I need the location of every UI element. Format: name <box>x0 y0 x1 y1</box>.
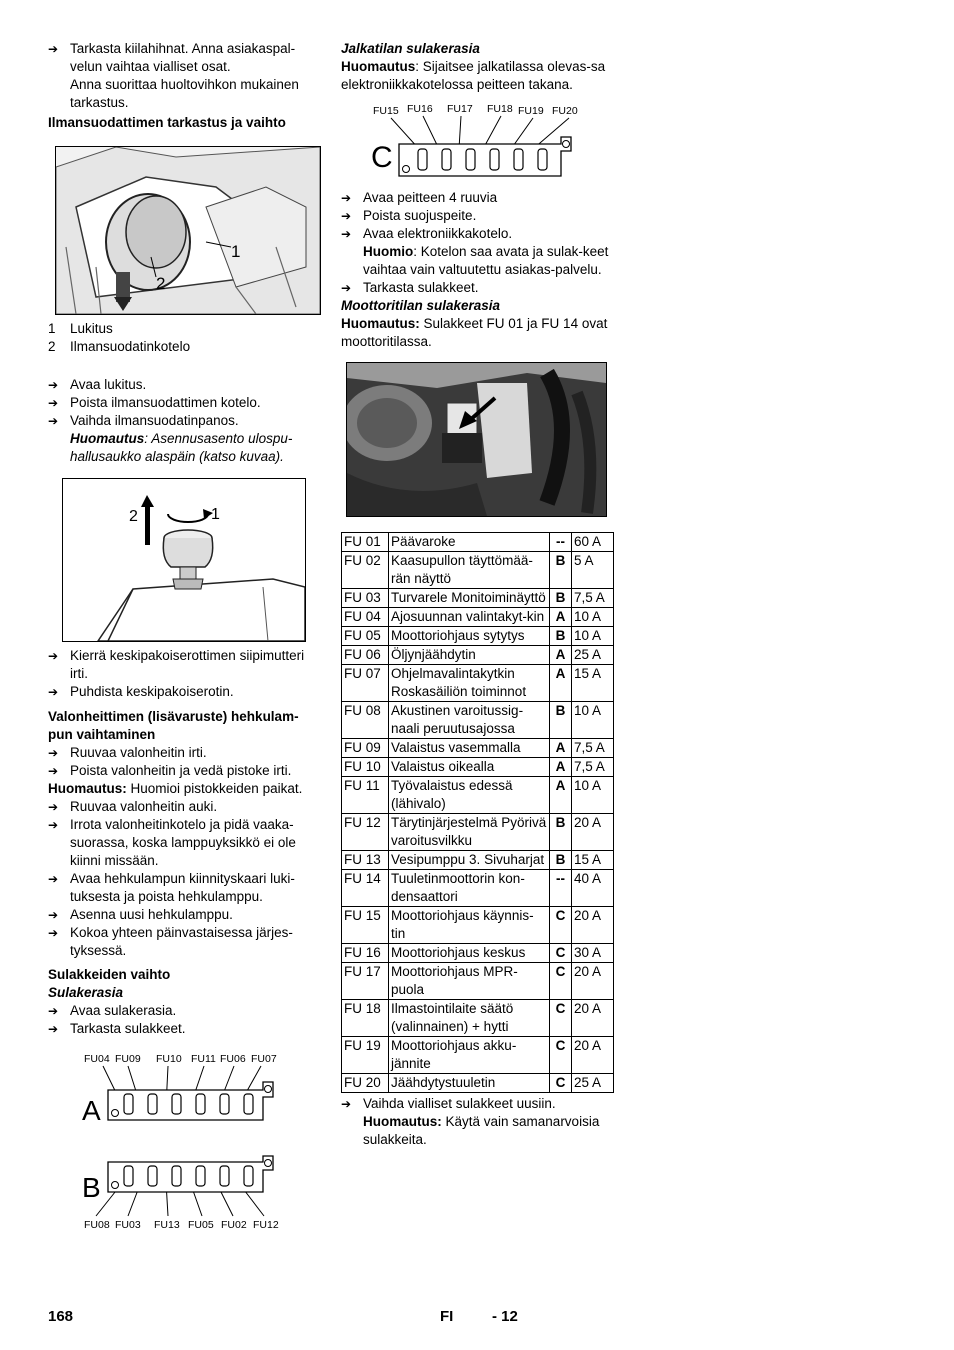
fuse-function: Työvalaistus edessä (lähivalo) <box>389 777 550 814</box>
step-item: ➔ Tarkasta sulakkeet. <box>48 1020 320 1038</box>
fuse-table-row <box>342 944 614 963</box>
fuse-label: FU11 <box>191 1053 216 1065</box>
fuse-box: A <box>550 665 572 702</box>
fuse-function: Valaistus oikealla <box>389 758 550 777</box>
fuse-box: A <box>550 777 572 814</box>
fuse-box: -- <box>550 870 572 907</box>
step-item: ➔ Kierrä keskipakoiserottimen siipimutteri irti. <box>48 647 320 683</box>
fuse-box: C <box>550 944 572 963</box>
engine-photo-illustration <box>347 363 606 516</box>
fuse-id: FU 14 <box>342 870 389 907</box>
step-item: ➔ Kokoa yhteen päinvastaisessa järjes-tyksessä. <box>48 924 320 960</box>
step-item: ➔ Vaihda vialliset sulakkeet uusiin. <box>341 1095 616 1113</box>
fuse-table-row <box>342 702 614 739</box>
engine-compartment-photo <box>346 362 607 517</box>
fuse-table-row <box>342 777 614 814</box>
fuse-id: FU 20 <box>342 1074 389 1093</box>
fuse-rating: 20 A <box>572 1037 614 1074</box>
fuse-id: FU 19 <box>342 1037 389 1074</box>
fuse-rating: 20 A <box>572 963 614 1000</box>
fuse-function: Moottoriohjaus käynnis-tin <box>389 907 550 944</box>
note: Huomautus: Huomioi pistokkeiden paikat. <box>48 781 303 796</box>
step-note: Anna suorittaa huoltovihkon mukainen tarkastus. <box>70 77 299 110</box>
fuse-id: FU 16 <box>342 944 389 963</box>
fuse-id: FU 15 <box>342 907 389 944</box>
fuse-box-ab-diagram <box>48 1052 320 1232</box>
fuse-label: FU12 <box>253 1219 279 1231</box>
fuse-function: Moottoriohjaus sytytys <box>389 627 550 646</box>
fuse-box-letter-b: B <box>82 1172 101 1203</box>
fuse-rating: 10 A <box>572 608 614 627</box>
step-item: ➔ Asenna uusi hehkulamppu. <box>48 906 320 924</box>
step-item: ➔ Poista valonheitin ja vedä pistoke irti. <box>48 762 320 780</box>
subheading-fuse-box: Sulakerasia <box>48 985 124 1000</box>
fuse-label: FU09 <box>115 1053 141 1065</box>
section-page: - 12 <box>492 1308 518 1325</box>
fuse-function: Akustinen varoitussig-naali peruutusajossa <box>389 702 550 739</box>
fuse-rating: 5 A <box>572 552 614 589</box>
fuse-table-row <box>342 552 614 589</box>
fuse-id: FU 01 <box>342 533 389 552</box>
fuse-table-row <box>342 627 614 646</box>
fuse-table-row <box>342 665 614 702</box>
fuse-label: FU10 <box>156 1053 182 1065</box>
step-item: ➔ Avaa elektroniikkakotelo. <box>341 225 616 243</box>
fuse-id: FU 17 <box>342 963 389 1000</box>
fuse-box: B <box>550 627 572 646</box>
fuse-function: Ajosuunnan valintakyt-kin <box>389 608 550 627</box>
fuse-rating: 40 A <box>572 870 614 907</box>
right-column <box>341 40 616 1149</box>
fuse-id: FU 05 <box>342 627 389 646</box>
fuse-table-row <box>342 1037 614 1074</box>
fuse-label: FU13 <box>154 1219 180 1231</box>
fuse-function: Päävaroke <box>389 533 550 552</box>
fuse-rating: 15 A <box>572 665 614 702</box>
fuse-rating: 7,5 A <box>572 758 614 777</box>
fuse-box: C <box>550 1037 572 1074</box>
subheading-foot-fuse-box: Jalkatilan sulakerasia <box>341 41 480 56</box>
fuse-rating: 7,5 A <box>572 589 614 608</box>
note: Huomautus: Sijaitsee jalkatilassa olevas-sa elektroniikkakotelossa peitteen takana. <box>341 59 606 92</box>
fuse-label: FU07 <box>251 1053 277 1065</box>
fuse-label: FU16 <box>407 104 433 115</box>
fig-label-2: 2 <box>129 508 138 525</box>
fuse-function: Turvarele Monitoiminäyttö <box>389 589 550 608</box>
step-item: ➔ Poista ilmansuodattimen kotelo. <box>48 394 320 412</box>
fuse-table-row <box>342 608 614 627</box>
step-item: ➔ Avaa hehkulampun kiinnityskaari luki-tuksesta ja poista hehkulamppu. <box>48 870 320 906</box>
fuse-table-row <box>342 758 614 777</box>
fuse-box-c-diagram <box>341 104 591 188</box>
fuse-box: A <box>550 758 572 777</box>
step-item: ➔ Puhdista keskipakoiserotin. <box>48 683 320 701</box>
fuse-rating: 10 A <box>572 702 614 739</box>
step-item: ➔ Tarkasta sulakkeet. <box>341 279 616 297</box>
fuse-box: B <box>550 702 572 739</box>
fuse-label: FU17 <box>447 104 473 115</box>
fuse-table-row <box>342 1074 614 1093</box>
fuse-table-row <box>342 851 614 870</box>
centrifugal-separator-figure <box>62 478 306 642</box>
fuse-box: -- <box>550 533 572 552</box>
step-item: ➔ Poista suojuspeite. <box>341 207 616 225</box>
fuse-id: FU 08 <box>342 702 389 739</box>
fuse-id: FU 02 <box>342 552 389 589</box>
fuse-id: FU 07 <box>342 665 389 702</box>
fuse-rating: 7,5 A <box>572 739 614 758</box>
fuse-table <box>341 532 614 1093</box>
fuse-function: Tuuletinmoottorin kon-densaattori <box>389 870 550 907</box>
fuse-box: A <box>550 739 572 758</box>
fuse-box: A <box>550 646 572 665</box>
fuse-rating: 30 A <box>572 944 614 963</box>
fuse-box: C <box>550 963 572 1000</box>
step-item: ➔ Tarkasta kiilahihnat. Anna asiakaspal-velun vaihtaa vialliset osat. <box>48 40 320 76</box>
page-number: 168 <box>48 1308 74 1325</box>
fuse-id: FU 12 <box>342 814 389 851</box>
fuse-table-row <box>342 589 614 608</box>
language-code: FI <box>440 1308 454 1325</box>
fuse-label: FU03 <box>115 1219 141 1231</box>
step-item: ➔ Ruuvaa valonheitin irti. <box>48 744 320 762</box>
fuse-label: FU18 <box>487 104 513 115</box>
fuse-function: Ilmastointilaite säätö (valinnainen) + hytti <box>389 1000 550 1037</box>
fuse-rating: 25 A <box>572 1074 614 1093</box>
fuse-table-row <box>342 963 614 1000</box>
fuse-id: FU 06 <box>342 646 389 665</box>
step-item: ➔ Ruuvaa valonheitin auki. <box>48 798 320 816</box>
step-item: ➔ Irrota valonheitinkotelo ja pidä vaaka-suorassa, koska lamppuyksikkö ei ole kiinni missään. <box>48 816 320 870</box>
fig-label-2: 2 <box>156 274 166 293</box>
fuse-function: Jäähdytystuuletin <box>389 1074 550 1093</box>
fuse-id: FU 04 <box>342 608 389 627</box>
fuse-label: FU02 <box>221 1219 247 1231</box>
fuse-rating: 15 A <box>572 851 614 870</box>
fuse-function: Moottoriohjaus MPR-puola <box>389 963 550 1000</box>
section-heading-lamp: Valonheittimen (lisävaruste) hehkulam-pun vaihtaminen <box>48 709 299 742</box>
fuse-function: Tärytinjärjestelmä Pyörivä varoitusvilkku <box>389 814 550 851</box>
step-item: ➔ Avaa sulakerasia. <box>48 1002 320 1020</box>
fig-label-1: 1 <box>211 506 220 523</box>
fuse-table-row <box>342 814 614 851</box>
left-column <box>48 40 320 1232</box>
fuse-box-letter-a: A <box>82 1095 101 1126</box>
note: Huomautus: Asennusasento ulospu-hallusaukko alaspäin (katso kuvaa). <box>70 431 293 464</box>
fuse-box: C <box>550 1000 572 1037</box>
fuse-box: B <box>550 851 572 870</box>
fuse-box: C <box>550 1074 572 1093</box>
fuse-box: B <box>550 552 572 589</box>
fuse-label: FU05 <box>188 1219 214 1231</box>
fuse-function: Moottoriohjaus keskus <box>389 944 550 963</box>
fuse-table-row <box>342 1000 614 1037</box>
fuse-label: FU19 <box>518 105 544 117</box>
fuse-id: FU 03 <box>342 589 389 608</box>
fuse-rating: 10 A <box>572 627 614 646</box>
fuse-rating: 20 A <box>572 814 614 851</box>
fuse-box: C <box>550 907 572 944</box>
subheading-engine-fuse-box: Moottoritilan sulakerasia <box>341 298 501 313</box>
note: Huomio: Kotelon saa avata ja sulak-keet vaihtaa vain valtuutettu asiakas-palvelu. <box>363 244 609 277</box>
fuse-box-b <box>108 1156 273 1192</box>
fuse-function: Öljynjäähdytin <box>389 646 550 665</box>
step-item: ➔ Avaa peitteen 4 ruuvia <box>341 189 616 207</box>
fuse-function: Kaasupullon täyttömää-rän näyttö <box>389 552 550 589</box>
separator-illustration <box>63 479 305 641</box>
fuse-id: FU 11 <box>342 777 389 814</box>
fuse-function: Ohjelmavalintakytkin Roskasäiliön toiminnot <box>389 665 550 702</box>
fuse-rating: 60 A <box>572 533 614 552</box>
fuse-box-a <box>108 1082 273 1120</box>
air-filter-illustration <box>56 147 320 314</box>
section-heading-air-filter: Ilmansuodattimen tarkastus ja vaihto <box>48 115 286 130</box>
legend-item: 2 Ilmansuodatinkotelo <box>48 339 191 354</box>
note: Huomautus: Sulakkeet FU 01 ja FU 14 ovat moottoritilassa. <box>341 316 608 349</box>
fig-label-1: 1 <box>231 242 241 261</box>
section-heading-fuses: Sulakkeiden vaihto <box>48 967 171 982</box>
note: Huomautus: Käytä vain samanarvoisia sulakkeita. <box>363 1114 600 1147</box>
fuse-label: FU08 <box>84 1219 110 1231</box>
fuse-id: FU 09 <box>342 739 389 758</box>
fuse-label: FU04 <box>84 1053 110 1065</box>
figure-legend <box>48 320 320 356</box>
fuse-table-row <box>342 646 614 665</box>
fuse-box: B <box>550 589 572 608</box>
fuse-id: FU 13 <box>342 851 389 870</box>
fuse-function: Valaistus vasemmalla <box>389 739 550 758</box>
fuse-rating: 10 A <box>572 777 614 814</box>
fuse-table-row <box>342 533 614 552</box>
fuse-label: FU15 <box>373 105 399 117</box>
legend-item: 1 Lukitus <box>48 321 113 336</box>
step-item: ➔ Vaihda ilmansuodatinpanos. <box>48 412 320 430</box>
fuse-function: Vesipumppu 3. Sivuharjat <box>389 851 550 870</box>
fuse-label: FU06 <box>220 1053 246 1065</box>
air-filter-figure <box>55 146 321 315</box>
fuse-rating: 20 A <box>572 907 614 944</box>
fuse-box: B <box>550 814 572 851</box>
fuse-id: FU 18 <box>342 1000 389 1037</box>
fuse-rating: 25 A <box>572 646 614 665</box>
step-item: ➔ Avaa lukitus. <box>48 376 320 394</box>
fuse-rating: 20 A <box>572 1000 614 1037</box>
fuse-table-row <box>342 870 614 907</box>
fuse-table-row <box>342 739 614 758</box>
fuse-label: FU20 <box>552 105 578 117</box>
fuse-box-letter-c: C <box>371 141 393 174</box>
fuse-function: Moottoriohjaus akku-jännite <box>389 1037 550 1074</box>
fuse-box: A <box>550 608 572 627</box>
fuse-id: FU 10 <box>342 758 389 777</box>
fuse-table-row <box>342 907 614 944</box>
